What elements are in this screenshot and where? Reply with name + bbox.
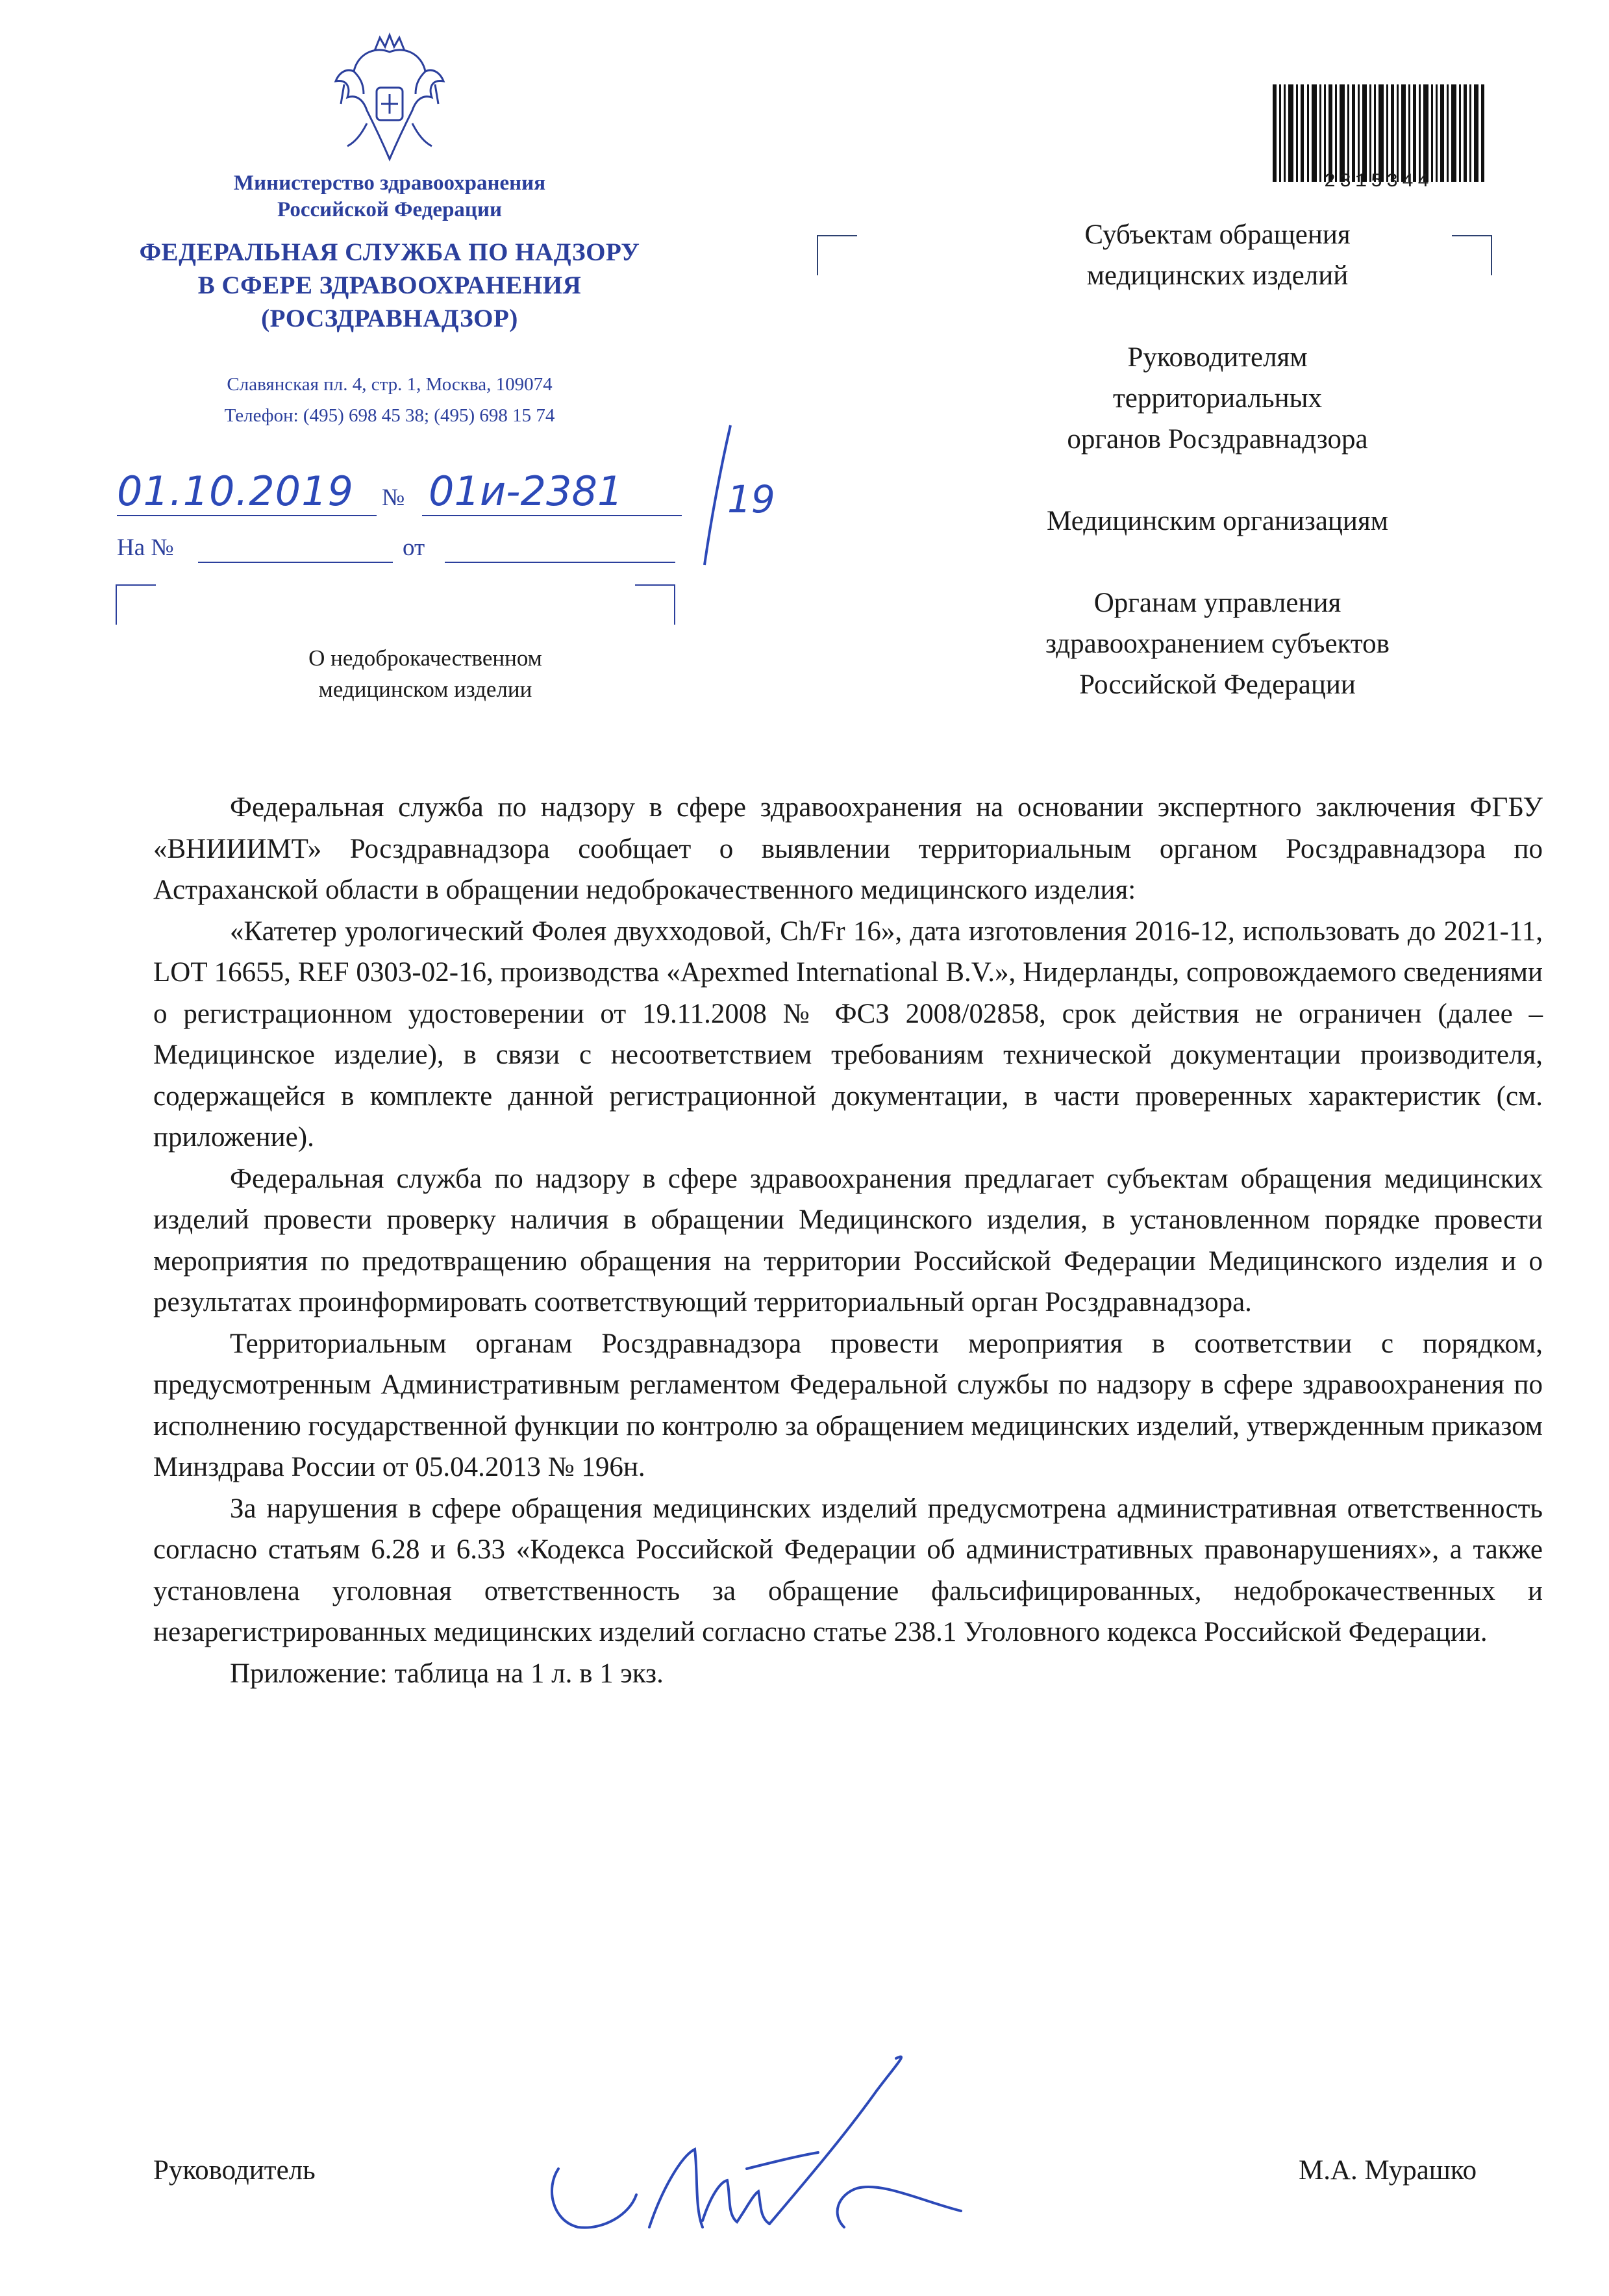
letter-subject bbox=[260, 643, 591, 705]
barcode bbox=[1271, 84, 1486, 182]
ministry-line-2: Российской Федерации bbox=[277, 198, 502, 221]
coat-of-arms-emblem bbox=[328, 32, 451, 169]
recipient-3-line-1: Медицинским организациям bbox=[1047, 506, 1388, 536]
number-sign: № bbox=[382, 484, 405, 511]
letter-body bbox=[153, 787, 1543, 1694]
body-paragraph-4: Территориальным органам Росздравнадзора провести мероприятия в соответствии с порядком, предусмотренным Административным регламентом Федеральной службы по надзору в сфере здравоохранения по исполнению государственной функции по контролю за обращением медицинских изделий, утвержденным приказом Минздрава России от 05.04.2013 № 196н. bbox=[153, 1328, 1543, 1482]
body-paragraph-2: «Катетер урологический Фолея двухходовой, Ch/Fr 16», дата изготовления 2016-12, использовать до 2021-11, LOT 16655, REF 0303-02-16, производства «Apexmed International B.V.», Нидерланды, сопровождаемого сведениями о регистрационном удостоверении от 19.11.2008 № ФСЗ 2008/02858, срок действия не ограничен (далее – Медицинское изделие), в связи с несоответствием требованиям технической документации производителя, содержащейся в комплекте данной регистрационной документации, в части проверенных характеристик (см. приложение). bbox=[153, 916, 1543, 1153]
signatory-role: Руководитель bbox=[153, 2155, 316, 2186]
handwritten-signature bbox=[532, 2032, 987, 2253]
barcode-number: 2315344 bbox=[1323, 171, 1434, 193]
recipient-4-line-2: здравоохранением субъектов bbox=[1045, 629, 1390, 659]
outgoing-date: 01.10.2019 bbox=[117, 468, 354, 515]
phone-line: Телефон: (495) 698 45 38; (495) 698 15 74 bbox=[224, 405, 555, 426]
from-underline bbox=[445, 562, 675, 563]
recipient-corner-left bbox=[817, 235, 857, 275]
recipient-2-line-1: Руководителям bbox=[1127, 342, 1308, 373]
service-line-2: В СФЕРЕ ЗДРАВООХРАНЕНИЯ bbox=[197, 271, 582, 299]
subject-corner-left bbox=[116, 584, 156, 625]
recipient-2-line-2: территориальных bbox=[1112, 383, 1323, 414]
recipient-4 bbox=[935, 582, 1500, 705]
service-line-3: (РОСЗДРАВНАДЗОР) bbox=[261, 305, 518, 332]
service-name bbox=[104, 236, 675, 335]
ministry-name bbox=[104, 170, 675, 223]
address-block bbox=[104, 369, 675, 431]
subject-line-1: О недоброкачественном bbox=[308, 645, 542, 671]
signatory-name: М.А. Мурашко bbox=[1299, 2155, 1477, 2186]
reference-underline bbox=[198, 562, 393, 563]
body-paragraph-3: Федеральная служба по надзору в сфере здравоохранения предлагает субъектам обращения медицинских изделий провести проверку наличия в обращении Медицинского изделия, в установленном порядке провести мероприятия по предотвращению обращения на территории Российской Федерации Медицинского изделия и о результатах проинформировать соответствующий территориальный орган Росздравнадзора. bbox=[153, 1163, 1543, 1317]
address-line: Славянская пл. 4, стр. 1, Москва, 109074 bbox=[227, 374, 553, 395]
subject-corner-right bbox=[635, 584, 675, 625]
recipient-1 bbox=[935, 214, 1500, 296]
outgoing-number: 01и-2381 bbox=[429, 468, 623, 515]
recipients-block bbox=[935, 214, 1500, 746]
recipient-3 bbox=[935, 501, 1500, 542]
attachment-note: Приложение: таблица на 1 л. в 1 экз. bbox=[230, 1658, 664, 1689]
reference-from-label: от bbox=[403, 534, 425, 561]
outgoing-number-year: 19 bbox=[727, 477, 775, 521]
date-underline bbox=[117, 515, 377, 516]
recipient-4-line-1: Органам управления bbox=[1093, 588, 1341, 618]
subject-line-2: медицинском изделии bbox=[318, 677, 532, 702]
recipient-2-line-3: органов Росздравнадзора bbox=[1067, 424, 1368, 455]
recipient-1-line-2: медицинских изделий bbox=[1086, 260, 1349, 291]
recipient-2 bbox=[935, 337, 1500, 460]
service-line-1: ФЕДЕРАЛЬНАЯ СЛУЖБА ПО НАДЗОРУ bbox=[139, 238, 640, 266]
number-underline bbox=[422, 515, 682, 516]
reference-label: На № bbox=[117, 534, 174, 561]
recipient-1-line-1: Субъектам обращения bbox=[1084, 219, 1351, 250]
body-paragraph-1: Федеральная служба по надзору в сфере здравоохранения на основании экспертного заключения ФГБУ «ВНИИИМТ» Росздравнадзора сообщает о выявлении территориальным органом Росздравнадзора по Астраханской области в обращении недоброкачественного медицинского изделия: bbox=[153, 792, 1543, 905]
recipient-4-line-3: Российской Федерации bbox=[1079, 669, 1356, 700]
ministry-line-1: Министерство здравоохранения bbox=[233, 171, 546, 195]
body-paragraph-5: За нарушения в сфере обращения медицинских изделий предусмотрена административная ответственность согласно статьям 6.28 и 6.33 «Кодекса Российской Федерации об административных правонарушениях», а также установлена уголовная ответственность за обращение фальсифицированных, недоброкачественных и незарегистрированных медицинских изделий согласно статье 238.1 Уголовного кодекса Российской Федерации. bbox=[153, 1493, 1543, 1647]
